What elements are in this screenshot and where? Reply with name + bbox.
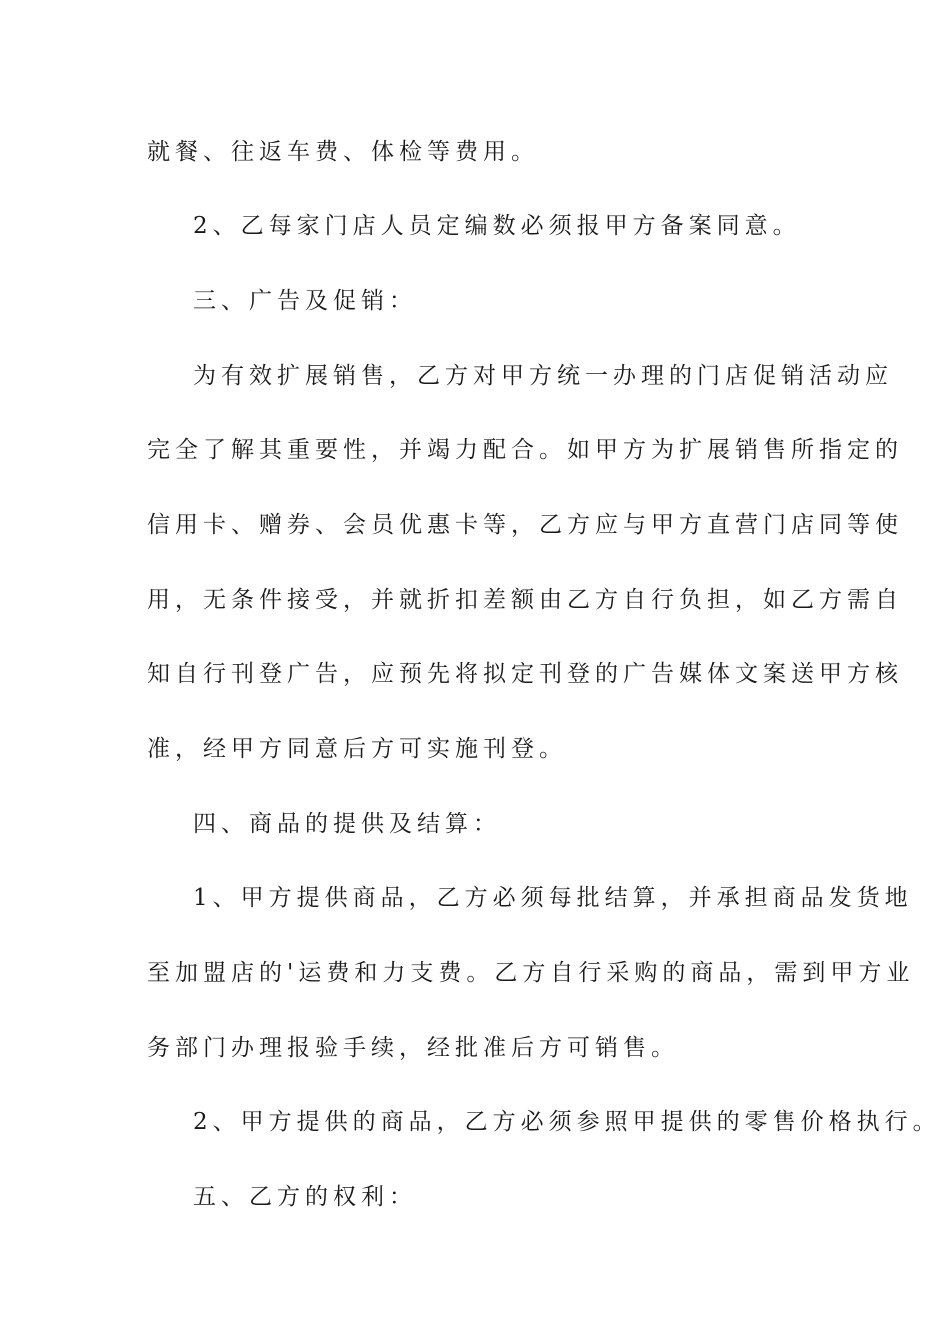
text-line: 完全了解其重要性，并竭力配合。如甲方为扩展销售所指定的 [147,437,903,463]
text-line: 1、甲方提供商品，乙方必须每批结算，并承担商品发货地 [193,885,913,911]
text-line: 为有效扩展销售，乙方对甲方统一办理的门店促销活动应 [193,363,893,389]
text-line: 就餐、往返车费、体检等费用。 [147,139,539,165]
text-line: 用，无条件接受，并就折扣差额由乙方自行负担，如乙方需自 [147,587,903,613]
text-line: 2、乙每家门店人员定编数必须报甲方备案同意。 [193,213,801,239]
text-line: 至加盟店的'运费和力支费。乙方自行采购的商品，需到甲方业 [147,960,915,986]
section-heading: 四、商品的提供及结算： [193,811,501,837]
text-line: 信用卡、赠券、会员优惠卡等，乙方应与甲方直营门店同等使 [147,512,903,538]
text-line: 务部门办理报验手续，经批准后方可销售。 [147,1035,679,1061]
text-line: 知自行刊登广告，应预先将拟定刊登的广告媒体文案送甲方核 [147,661,903,687]
text-line: 准，经甲方同意后方可实施刊登。 [147,736,567,762]
section-heading: 五、乙方的权利： [193,1184,417,1210]
text-line: 2、甲方提供的商品，乙方必须参照甲提供的零售价格执行。 [193,1109,941,1135]
section-heading: 三、广告及促销： [193,288,417,314]
